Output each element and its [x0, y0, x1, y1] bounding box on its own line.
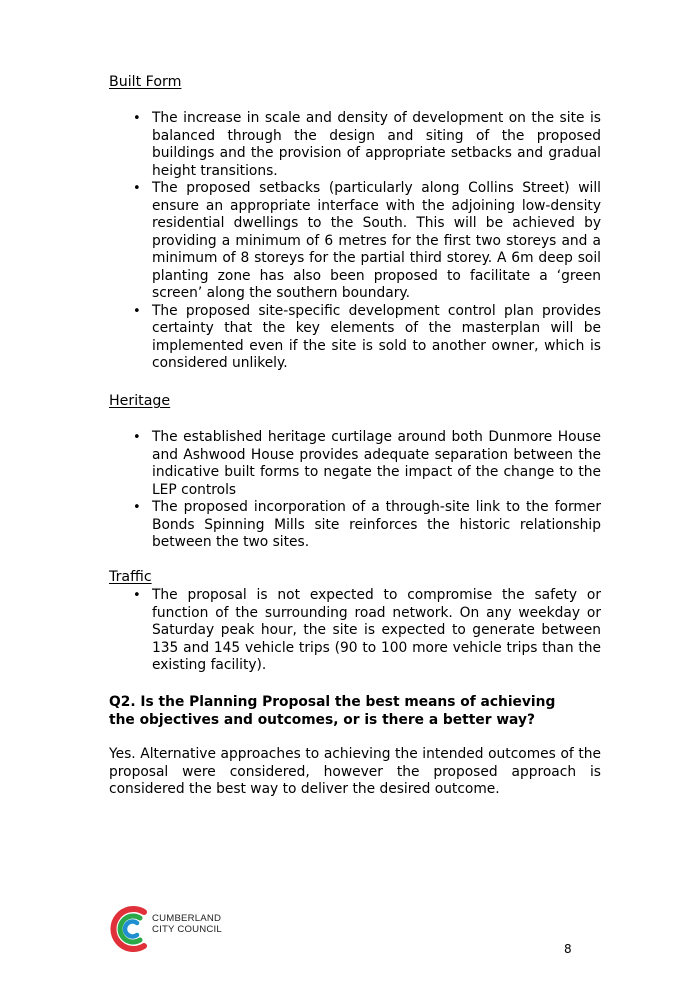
council-logo-icon	[110, 904, 154, 954]
section-heading-heritage: Heritage	[109, 393, 171, 409]
built-form-bullet-3: • The proposed site-specific development control plan provides certainty that the key elements of the masterplan will be implemented even if the site is sold to another owner, which is considered unlikely.	[152, 303, 601, 373]
built-form-bullet-2: • The proposed setbacks (particularly along Collins Street) will ensure an appropriate interface with the adjoining low-density residential dwellings to the South. This will be achieved by providing a minimum of 6 metres for the first two storeys and a minimum of 8 storeys for the partial third storey. A 6m deep soil planting zone has also been proposed to facilitate a ‘green screen’ along the southern boundary.	[152, 180, 601, 303]
traffic-bullet-1: • The proposal is not expected to compromise the safety or function of the surrounding road network. On any weekday or Saturday peak hour, the site is expected to generate between 135 and 145 vehicle trips (90 to 100 more vehicle trips than the existing facility).	[152, 587, 601, 675]
page-number: 8	[564, 942, 572, 956]
heritage-bullet-1: • The established heritage curtilage around both Dunmore House and Ashwood House provides adequate separation between the indicative built forms to negate the impact of the change to the LEP controls	[152, 429, 601, 499]
built-form-bullet-1: • The increase in scale and density of development on the site is balanced through the design and siting of the proposed buildings and the provision of appropriate setbacks and gradual height transitions.	[152, 110, 601, 180]
question-heading: Q2. Is the Planning Proposal the best means of achieving the objectives and outcomes, or is there a better way?	[109, 694, 556, 728]
section-heading-traffic: Traffic	[109, 569, 152, 585]
council-logo-text	[152, 913, 222, 935]
section-heading-built-form: Built Form	[109, 74, 182, 90]
council-logo	[110, 904, 230, 954]
logo-text-line-1: CUMBERLAND	[152, 913, 222, 924]
question-answer: Yes. Alternative approaches to achieving the intended outcomes of the proposal were considered, however the proposed approach is considered the best way to deliver the desired outcome.	[109, 746, 601, 797]
built-form-list	[152, 110, 601, 373]
logo-text-line-2: CITY COUNCIL	[152, 924, 222, 935]
heritage-list	[152, 429, 601, 552]
heritage-bullet-2: • The proposed incorporation of a through-site link to the former Bonds Spinning Mills site reinforces the historic relationship between the two sites.	[152, 499, 601, 552]
traffic-list	[152, 587, 601, 675]
logo-arc-blue	[125, 922, 137, 937]
